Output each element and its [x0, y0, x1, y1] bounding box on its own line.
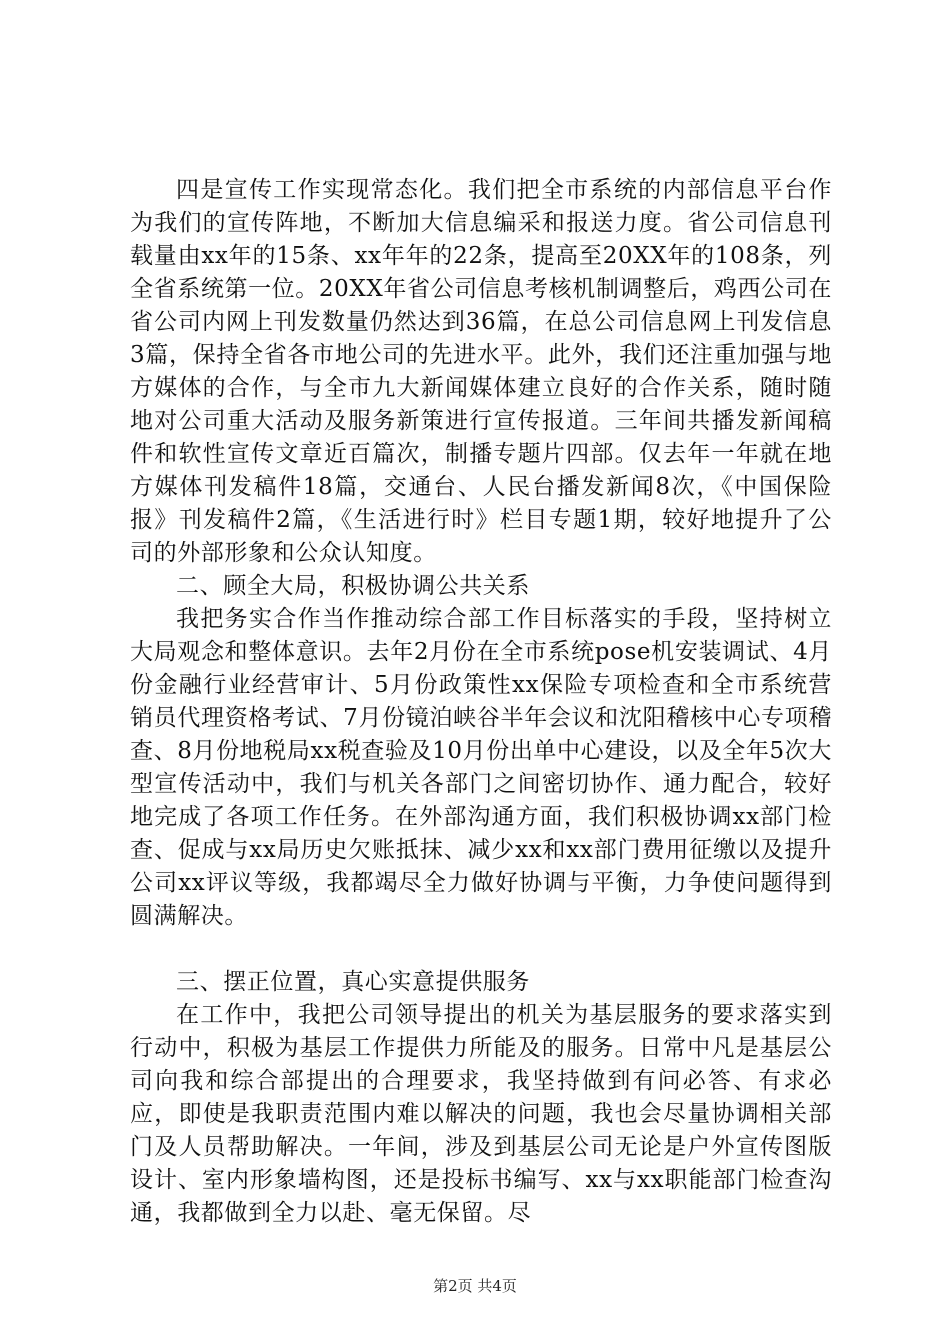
blank-line: [130, 933, 832, 966]
page-footer: 第2页 共4页: [433, 1277, 517, 1295]
paragraph-service: 在工作中，我把公司领导提出的机关为基层服务的要求落实到行动中，积极为基层工作提供力所能及的服务。日常中凡是基层公司向我和综合部提出的合理要求，我坚持做到有问必答、有求必应，即使是我职责范围内难以解决的问题，我也会尽量协调相关部门及人员帮助解决。一年间，涉及到基层公司无论是户外宣传图版设计、室内形象墙构图，还是投标书编写、xx与xx职能部门检查沟通，我都做到全力以赴、毫无保留。尽: [130, 1002, 832, 1226]
paragraph-coordination: 我把务实合作当作推动综合部工作目标落实的手段，坚持树立大局观念和整体意识。去年2月份在全市系统pose机安装调试、4月份金融行业经营审计、5月份政策性xx保险专项检查和全市系统营销员代理资格考试、7月份镜泊峡谷半年会议和沈阳稽核中心专项稽查、8月份地税局xx税查验及10月份出单中心建设，以及全年5次大型宣传活动中，我们与机关各部门之间密切协作、通力配合，较好地完成了各项工作任务。在外部沟通方面，我们积极协调xx部门检查、促成与xx局历史欠账抵抹、减少xx和xx部门费用征缴以及提升公司xx评议等级，我都竭尽全力做好协调与平衡，力争使问题得到圆满解决。: [130, 606, 832, 929]
document-body: [130, 174, 832, 1230]
section-heading-public-relations: 二、顾全大局，积极协调公共关系: [176, 573, 530, 599]
section-heading-service: 三、摆正位置，真心实意提供服务: [176, 969, 530, 995]
paragraph-publicity: 四是宣传工作实现常态化。我们把全市系统的内部信息平台作为我们的宣传阵地，不断加大信息编采和报送力度。省公司信息刊载量由xx年的15条、xx年年的22条，提高至20XX年的108条，列全省系统第一位。20XX年省公司信息考核机制调整后，鸡西公司在省公司内网上刊发数量仍然达到36篇，在总公司信息网上刊发信息3篇，保持全省各市地公司的先进水平。此外，我们还注重加强与地方媒体的合作，与全市九大新闻媒体建立良好的合作关系，随时随地对公司重大活动及服务新策进行宣传报道。三年间共播发新闻稿件和软性宣传文章近百篇次，制播专题片四部。仅去年一年就在地方媒体刊发稿件18篇，交通台、人民台播发新闻8次，《中国保险报》刊发稿件2篇，《生活进行时》栏目专题1期，较好地提升了公司的外部形象和公众认知度。: [130, 177, 832, 566]
